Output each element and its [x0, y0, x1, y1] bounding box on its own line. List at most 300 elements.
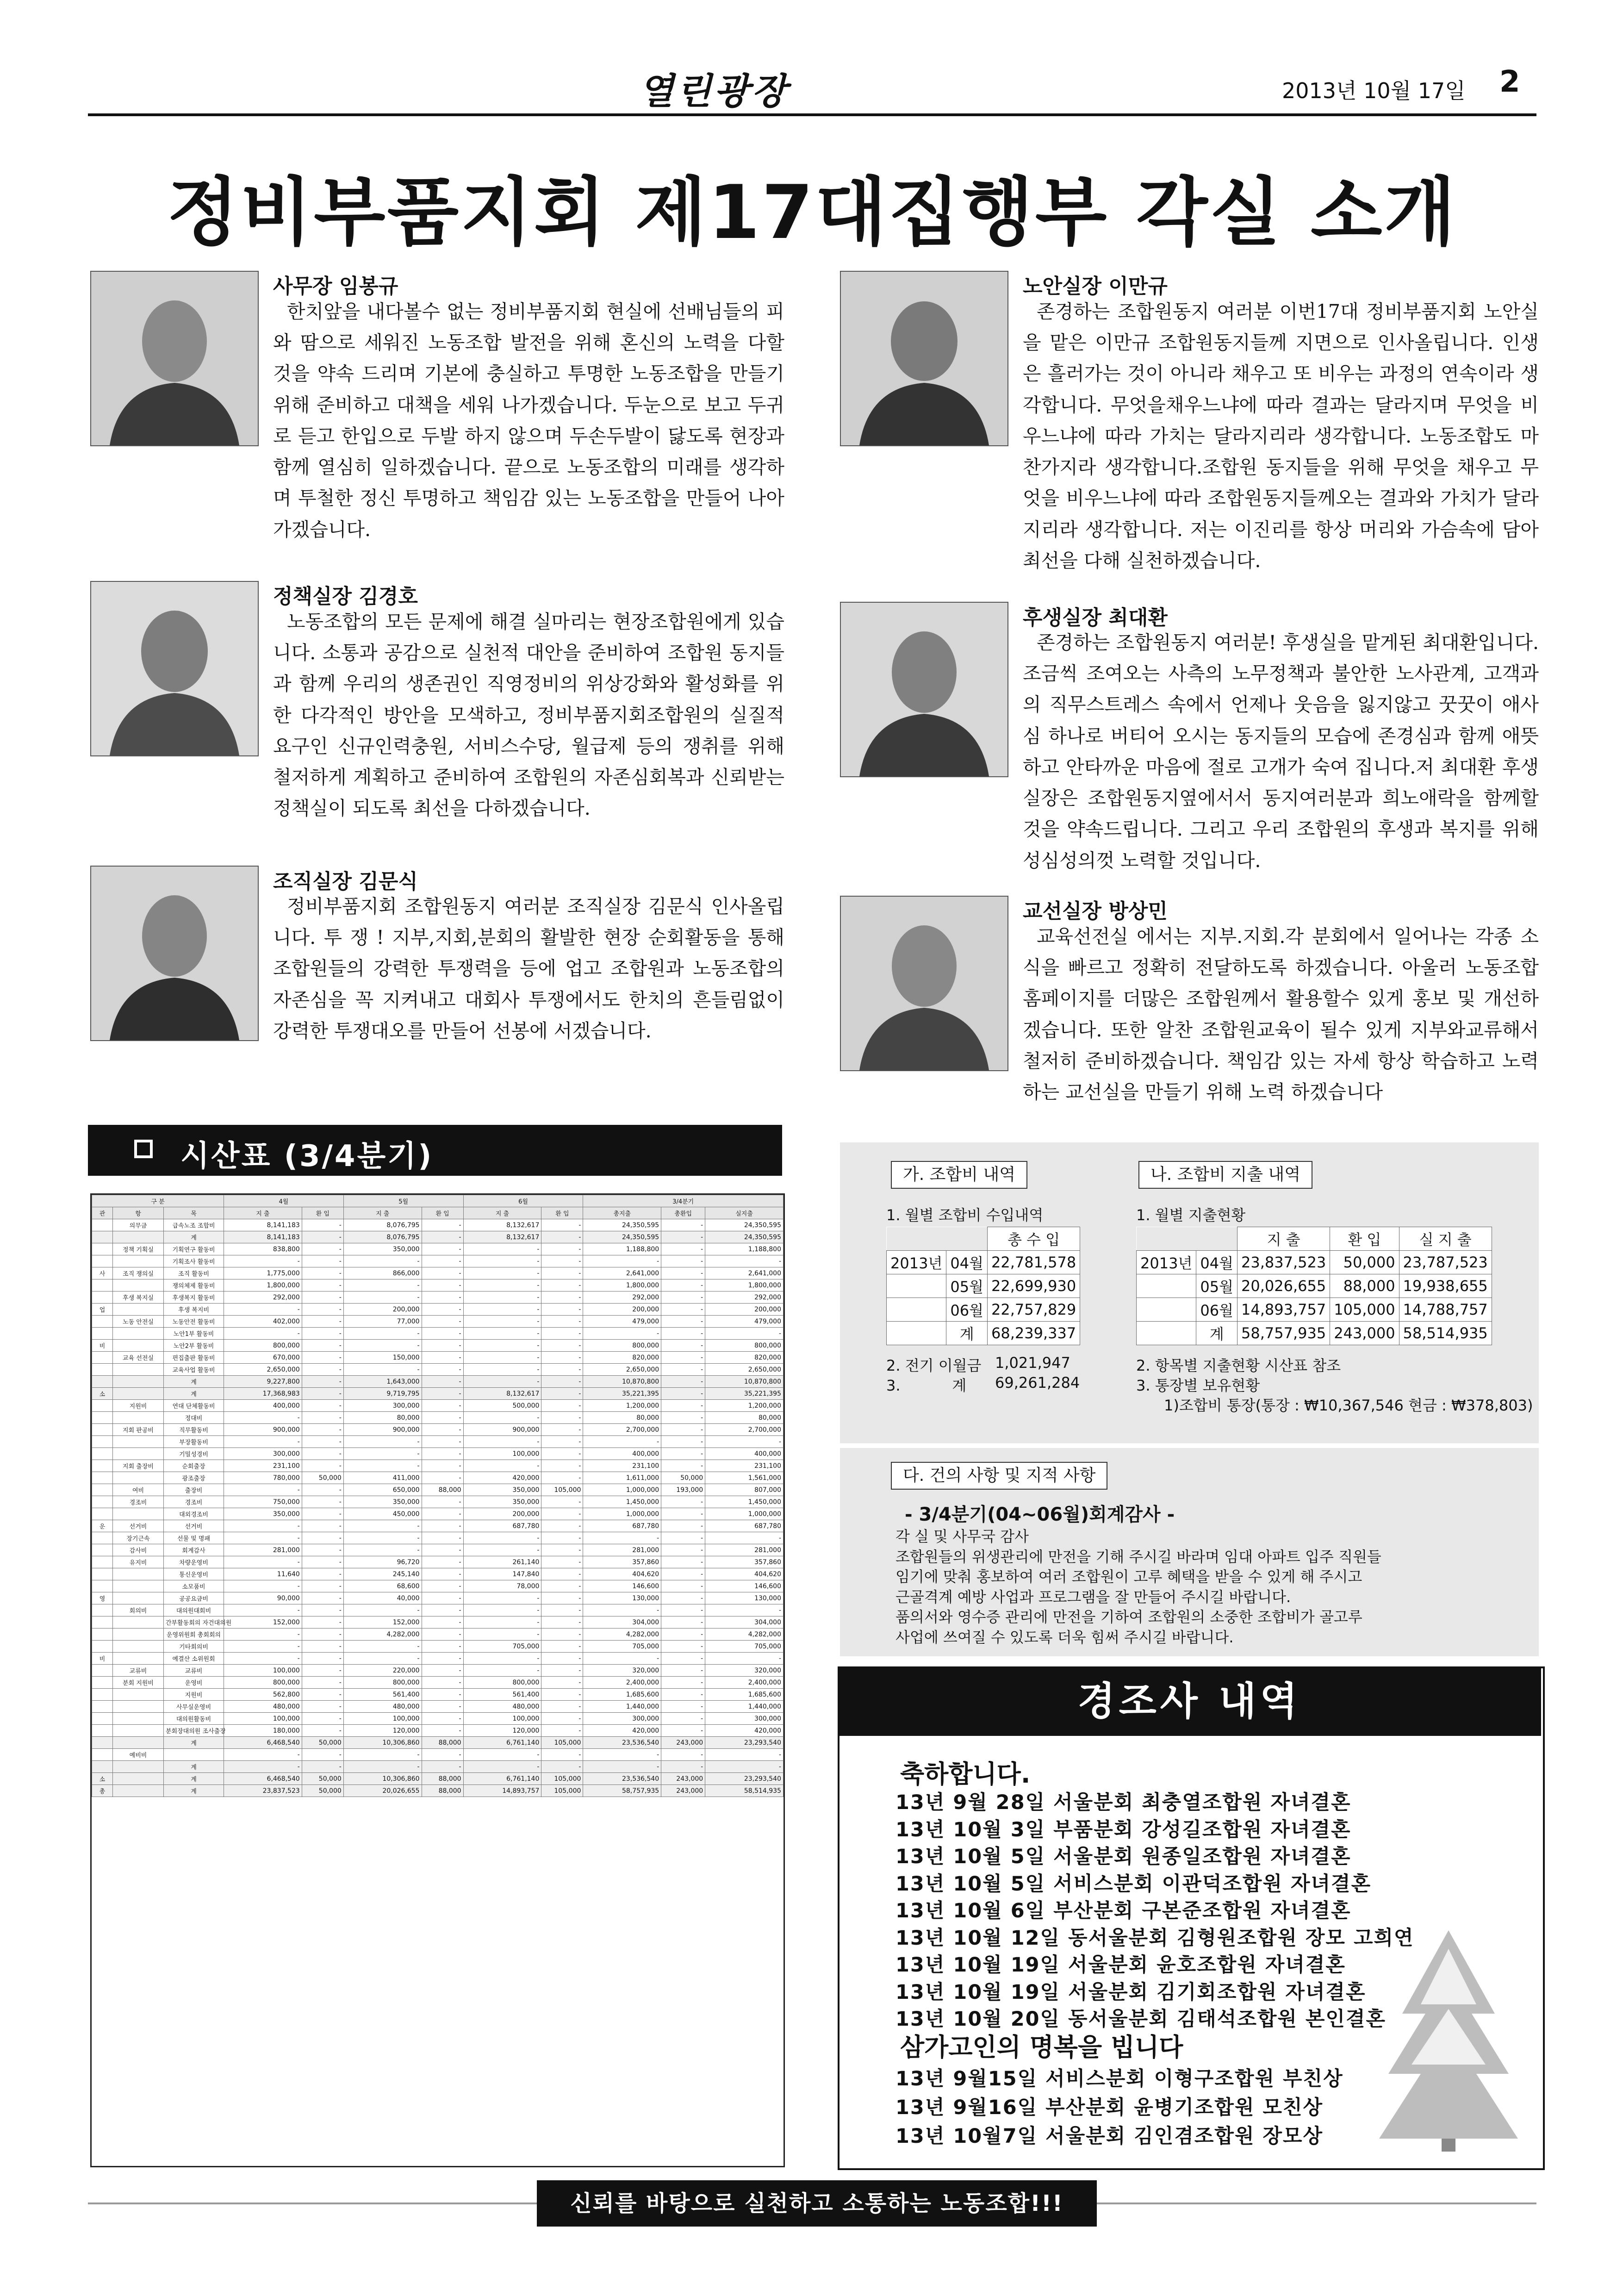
table-row [92, 1496, 784, 1508]
table-cell: - [583, 1749, 661, 1761]
table-cell [113, 1231, 164, 1243]
table-cell: 선거비 [113, 1520, 164, 1532]
table-cell: - [302, 1665, 343, 1677]
table-cell [92, 1544, 113, 1556]
table-cell: - [302, 1304, 343, 1316]
table-cell [113, 1436, 164, 1448]
table-cell: - [422, 1328, 463, 1340]
table-cell: - [541, 1364, 583, 1376]
table-cell: 800,000 [463, 1677, 541, 1689]
table-cell: 220,000 [343, 1665, 422, 1677]
table-cell: - [422, 1400, 463, 1412]
table-cell: - [661, 1304, 705, 1316]
table-cell: 100,000 [224, 1665, 302, 1677]
table-cell: 사무실운영비 [164, 1701, 224, 1713]
table-cell: - [422, 1340, 463, 1352]
table-cell: - [302, 1243, 343, 1255]
table-cell: 후생복지 활동비 [164, 1292, 224, 1304]
table-cell: - [463, 1616, 541, 1628]
table-cell: 23,536,540 [583, 1737, 661, 1749]
table-cell: - [705, 1761, 784, 1773]
profile-title: 조직실장 김문식 [273, 870, 418, 893]
table-cell: 10,306,860 [343, 1773, 422, 1785]
table-cell: 50,000 [302, 1785, 343, 1797]
page-number: 2 [1499, 65, 1520, 99]
table-cell: 순회출장 [164, 1460, 224, 1472]
table-cell: 1,775,000 [224, 1267, 302, 1279]
table-cell [113, 1304, 164, 1316]
table-cell: - [302, 1508, 343, 1520]
table-row [92, 1737, 784, 1749]
table-cell: 357,860 [583, 1556, 661, 1568]
table-cell: 경조비 [164, 1496, 224, 1508]
table-row [92, 1641, 784, 1653]
table-cell: 300,000 [583, 1713, 661, 1725]
table-cell: 계 [164, 1376, 224, 1388]
profile-body: 한치앞을 내다볼수 없는 정비부품지회 현실에 선배님들의 피와 땀으로 세워진 노동조합 발전을 위해 혼신의 노력을 다할 것을 약속 드리며 기본에 충실하고 투명한 노동조합을 만들기 위해 준비하고 대책을 세워 나가겠습니다. 두눈으로 보고 두귀로 듣고 한입으로 두발 하지 않으며 두손두발이 닳도록 현장과 함께 열심히 일하겠습니다. 끝으로 노동조합의 미래를 생각하며 투철한 정신 투명하고 책임감 있는 노동조합을 만들어 나아가겠습니다. [273, 300, 784, 541]
table-cell: 1,000,000 [705, 1508, 784, 1520]
table-cell: 운영위원회 총회회의 [164, 1628, 224, 1641]
table-cell: - [541, 1592, 583, 1604]
table-cell: 320,000 [705, 1665, 784, 1677]
table-cell: - [541, 1641, 583, 1653]
table-cell: - [224, 1436, 302, 1448]
table-row [92, 1616, 784, 1628]
table-cell: - [583, 1255, 661, 1267]
table-cell: 705,000 [705, 1641, 784, 1653]
table-cell: - [661, 1292, 705, 1304]
table-cell: 비 [92, 1340, 113, 1352]
table-cell: - [541, 1436, 583, 1448]
table-cell: - [541, 1304, 583, 1316]
table-cell: 2,650,000 [705, 1364, 784, 1376]
table-cell: 부장활동비 [164, 1436, 224, 1448]
table-cell [92, 1713, 113, 1725]
table-cell: - [422, 1677, 463, 1689]
table-cell [92, 1725, 113, 1737]
table-row [92, 1472, 784, 1484]
table-cell [92, 1255, 113, 1267]
table-cell: - [224, 1412, 302, 1424]
income-tag: 가. 조합비 내역 [891, 1161, 1027, 1189]
table-row [92, 1580, 784, 1592]
table-cell: - [661, 1641, 705, 1653]
table-cell: 404,620 [705, 1568, 784, 1580]
table-cell: 후생 복지비 [164, 1304, 224, 1316]
table-cell: - [583, 1532, 661, 1544]
table-cell: 687,780 [463, 1520, 541, 1532]
table-cell: 100,000 [224, 1713, 302, 1725]
table-cell: - [661, 1653, 705, 1665]
table-cell: - [302, 1701, 343, 1713]
table-cell: - [422, 1592, 463, 1604]
table-cell [113, 1592, 164, 1604]
table-cell: 800,000 [224, 1677, 302, 1689]
table-cell: 147,840 [463, 1568, 541, 1580]
table-cell: - [705, 1255, 784, 1267]
table-cell: 조직 쟁의실 [113, 1267, 164, 1279]
expense-title: 1. 월별 지출현황 [1136, 1206, 1246, 1224]
table-cell: - [422, 1725, 463, 1737]
list-item: 13년 10월 19일 서울분회 윤호조합원 자녀결혼 [895, 1953, 1346, 1977]
table-cell: 6,761,140 [463, 1773, 541, 1785]
table-cell: 400,000 [224, 1400, 302, 1412]
table-cell [92, 1436, 113, 1448]
expense-tag: 나. 조합비 지출 내역 [1138, 1161, 1312, 1189]
table-cell [113, 1628, 164, 1641]
table-cell [92, 1761, 113, 1773]
table-cell: 선물 및 명패 [164, 1532, 224, 1544]
table-cell: - [224, 1641, 302, 1653]
table-cell: 800,000 [343, 1677, 422, 1689]
table-cell: - [541, 1472, 583, 1484]
table-cell: 243,000 [661, 1737, 705, 1749]
audit-body: 각 실 및 사무국 감사 조합원들의 위생관리에 만전을 기해 주시길 바라며 임대 아파트 입주 직원들 임기에 맞춰 홍보하여 여러 조합원이 고루 혜택을 받을 수 있게 해 주시고 근골격계 예방 사업과 프로그램을 잘 만들어 주시길 바랍니다. 품의서와 영수증 관리에 만전을 기하여 조합원의 소중한 조합비가 골고루 사업에 쓰여질 수 있도록 더욱 힘써 주시길 바랍니다. [895, 1528, 1381, 1646]
table-cell: - [422, 1580, 463, 1592]
table-row [92, 1544, 784, 1556]
table-cell: - [224, 1304, 302, 1316]
table-cell: 24,350,595 [583, 1219, 661, 1231]
table-cell: - [661, 1267, 705, 1279]
table-cell: - [541, 1653, 583, 1665]
table-cell: 지원비 [164, 1689, 224, 1701]
table-cell: 회계감사 [164, 1544, 224, 1556]
table-cell: 조직 활동비 [164, 1267, 224, 1279]
expense-table: 지 출 환 입 실 지 출 2013년 04월 23,837,523 50,000 23,787,523 05월 20,026,655 88,000 19,938,655 06월 14,893,757 105,000 14,788,757 계 58,757,935 243,000 58,514,935 [1136, 1227, 1492, 1345]
total-label: 3. 계 [886, 1377, 967, 1394]
table-cell: 편집출판 활동비 [164, 1352, 224, 1364]
table-header-cell: 관 [92, 1207, 113, 1219]
table-cell: - [661, 1255, 705, 1267]
issue-date: 2013년 10월 17일 [1282, 78, 1466, 103]
table-header-cell: 환 입 [302, 1207, 343, 1219]
table-cell: - [541, 1400, 583, 1412]
table-cell: 교류비 [113, 1665, 164, 1677]
table-cell: - [422, 1689, 463, 1701]
table-header-cell: 지 출 [224, 1207, 302, 1219]
table-cell: - [422, 1628, 463, 1641]
table-cell: 420,000 [583, 1725, 661, 1737]
table-cell: - [661, 1544, 705, 1556]
table-cell: - [224, 1328, 302, 1340]
table-cell: - [463, 1592, 541, 1604]
table-cell: 100,000 [343, 1713, 422, 1725]
table-cell: 130,000 [583, 1592, 661, 1604]
table-cell: 105,000 [541, 1737, 583, 1749]
table-cell [92, 1556, 113, 1568]
table-cell: 404,620 [583, 1568, 661, 1580]
table-cell: 1,188,800 [583, 1243, 661, 1255]
table-cell: - [661, 1628, 705, 1641]
table-cell: - [302, 1677, 343, 1689]
table-cell: 35,221,395 [705, 1388, 784, 1400]
table-cell: - [705, 1532, 784, 1544]
table-cell: - [583, 1328, 661, 1340]
table-cell: - [541, 1556, 583, 1568]
table-cell: 경조비 [113, 1496, 164, 1508]
table-cell: - [302, 1448, 343, 1460]
condolence-list [895, 2065, 1343, 2151]
table-cell: - [422, 1713, 463, 1725]
table-cell: - [302, 1641, 343, 1653]
table-cell: 계 [164, 1761, 224, 1773]
table-cell: 1,800,000 [583, 1279, 661, 1292]
table-cell: - [343, 1749, 422, 1761]
profile-body: 정비부품지회 조합원동지 여러분 조직실장 김문식 인사올립니다. 투 쟁 ! 지부,지회,분회의 활발한 현장 순회활동을 통해 조합원들의 강력한 투쟁력을 등에 업고 조합원과 노동조합의 자존심을 꼭 지켜내고 대회사 투쟁에서도 한치의 흔들림없이 강력한 투쟁대오를 만들어 선봉에 서겠습니다. [273, 895, 784, 1042]
table-cell: - [541, 1713, 583, 1725]
table-cell [92, 1665, 113, 1677]
table-cell: - [661, 1604, 705, 1616]
table-header-cell: 총지출 [583, 1207, 661, 1219]
table-cell: - [302, 1340, 343, 1352]
table-cell: 231,100 [705, 1460, 784, 1472]
table-cell: 1,000,000 [583, 1484, 661, 1496]
table-row [92, 1316, 784, 1328]
table-cell: - [541, 1412, 583, 1424]
table-cell: - [541, 1424, 583, 1436]
table-cell: 800,000 [224, 1340, 302, 1352]
table-cell [113, 1785, 164, 1797]
table-cell [92, 1400, 113, 1412]
table-cell: 411,000 [343, 1472, 422, 1484]
table-cell: 400,000 [583, 1448, 661, 1460]
table-header-cell: 항 [113, 1207, 164, 1219]
list-item: 13년 10월 20일 동서울분회 김태석조합원 본인결혼 [895, 2008, 1387, 2031]
table-cell: - [302, 1292, 343, 1304]
table-row [92, 1243, 784, 1255]
table-cell: 300,000 [343, 1400, 422, 1412]
table-cell: 유지비 [113, 1556, 164, 1568]
table-cell [92, 1496, 113, 1508]
table-cell: 기획조사 활동비 [164, 1255, 224, 1267]
table-cell: - [343, 1653, 422, 1665]
page-headline: 정비부품지회 제17대집행부 각실 소개 [167, 169, 1458, 256]
table-row [92, 1279, 784, 1292]
profile-title: 후생실장 최대환 [1023, 606, 1168, 630]
table-cell: - [224, 1761, 302, 1773]
table-cell: - [541, 1628, 583, 1641]
table-header-cell: 목 [164, 1207, 224, 1219]
table-cell: 80,000 [705, 1412, 784, 1424]
table-cell: 감사비 [113, 1544, 164, 1556]
prev-carry-value: 1,021,947 [995, 1354, 1070, 1372]
header-rule [88, 113, 1536, 116]
table-cell: - [661, 1761, 705, 1773]
table-cell: - [422, 1219, 463, 1231]
profile-body: 교육선전실 에서는 지부.지회.각 분회에서 일어나는 각종 소식을 빠르고 정확히 전달하도록 하겠습니다. 아울러 노동조합 홈페이지를 더많은 조합원께서 활용할수 있게 홍보 및 개선하겠습니다. 또한 알찬 조합원교육이 될수 있게 지부와교류해서 철저히 준비하겠습니다. 책임감 있는 자세 항상 학습하고 노력하는 교선실을 만들기 위해 노력 하겠습니다 [1023, 925, 1539, 1104]
table-cell [92, 1231, 113, 1243]
list-item: 13년 9월16일 부산분회 윤병기조합원 모친상 [895, 2096, 1324, 2119]
table-cell: 50,000 [302, 1472, 343, 1484]
table-cell [92, 1641, 113, 1653]
table-cell: 23,293,540 [705, 1773, 784, 1785]
table-row [92, 1785, 784, 1797]
table-cell: 2,400,000 [705, 1677, 784, 1689]
table-cell: 지원비 [113, 1400, 164, 1412]
table-cell: - [661, 1677, 705, 1689]
table-cell: - [661, 1388, 705, 1400]
table-cell: - [541, 1520, 583, 1532]
table-cell: - [463, 1376, 541, 1388]
table-cell: - [302, 1592, 343, 1604]
table-cell: - [661, 1532, 705, 1544]
table-cell: 77,000 [343, 1316, 422, 1328]
table-cell [92, 1352, 113, 1364]
table-cell: 4,282,000 [705, 1628, 784, 1641]
table-cell: 900,000 [463, 1424, 541, 1436]
table-cell: - [541, 1352, 583, 1364]
table-cell: 23,837,523 [224, 1785, 302, 1797]
table-cell: - [302, 1219, 343, 1231]
table-row [92, 1448, 784, 1460]
table-cell: 예결산 소위원회 [164, 1653, 224, 1665]
table-cell: 357,860 [705, 1556, 784, 1568]
table-cell [92, 1568, 113, 1580]
table-cell: - [302, 1255, 343, 1267]
table-cell: 68,600 [343, 1580, 422, 1592]
table-cell: - [541, 1701, 583, 1713]
table-cell: - [302, 1604, 343, 1616]
table-cell: - [463, 1352, 541, 1364]
table-cell [92, 1604, 113, 1616]
table-cell: 479,000 [583, 1316, 661, 1328]
table-cell [113, 1376, 164, 1388]
table-cell: 800,000 [705, 1340, 784, 1352]
table-cell: - [343, 1448, 422, 1460]
table-cell: 1,643,000 [343, 1376, 422, 1388]
table-cell: - [661, 1520, 705, 1532]
table-cell [113, 1713, 164, 1725]
table-cell: 지회 출장비 [113, 1460, 164, 1472]
table-cell [92, 1701, 113, 1713]
table-row [92, 1376, 784, 1388]
table-cell: 88,000 [422, 1785, 463, 1797]
table-cell: 650,000 [343, 1484, 422, 1496]
table-cell: 교육 선전실 [113, 1352, 164, 1364]
table-cell: - [422, 1279, 463, 1292]
table-cell: - [463, 1460, 541, 1472]
table-cell [92, 1292, 113, 1304]
profile-title: 교선실장 방상민 [1023, 899, 1168, 923]
table-row [92, 1328, 784, 1340]
list-item: 13년 10월 3일 부품분회 강성길조합원 자녀결혼 [895, 1818, 1351, 1841]
table-row [92, 1761, 784, 1773]
table-cell: - [302, 1328, 343, 1340]
table-cell [92, 1219, 113, 1231]
table-cell [92, 1737, 113, 1749]
table-cell: 146,600 [705, 1580, 784, 1592]
table-cell: - [343, 1279, 422, 1292]
table-cell: 출장비 [164, 1484, 224, 1496]
table-cell: 사 [92, 1267, 113, 1279]
table-cell: 561,400 [343, 1689, 422, 1701]
table-cell: - [343, 1340, 422, 1352]
table-cell: 업 [92, 1304, 113, 1316]
table-cell: - [541, 1340, 583, 1352]
table-cell: - [302, 1544, 343, 1556]
table-cell: - [302, 1496, 343, 1508]
table-cell: 180,000 [224, 1725, 302, 1737]
table-cell: - [343, 1604, 422, 1616]
table-cell: 200,000 [705, 1304, 784, 1316]
table-cell: 운영비 [164, 1677, 224, 1689]
table-cell: 1,450,000 [583, 1496, 661, 1508]
table-cell: 687,780 [705, 1520, 784, 1532]
table-header-cell: 6월 [463, 1195, 583, 1207]
table-cell: 58,757,935 [583, 1785, 661, 1797]
table-cell: - [302, 1761, 343, 1773]
table-cell: - [541, 1544, 583, 1556]
table-header-cell: 4월 [224, 1195, 344, 1207]
table-cell: - [343, 1460, 422, 1472]
table-header-cell: 5월 [343, 1195, 463, 1207]
table-cell: 분회장대의원 조사출장 [164, 1725, 224, 1737]
table-cell: - [343, 1292, 422, 1304]
table-row [92, 1219, 784, 1231]
table-row [92, 1364, 784, 1376]
table-cell [92, 1677, 113, 1689]
table-cell: 직무활동비 [164, 1424, 224, 1436]
list-item: 13년 9월 28일 서울분회 최충열조합원 자녀결혼 [895, 1791, 1351, 1814]
table-cell: 705,000 [583, 1641, 661, 1653]
table-cell [92, 1749, 113, 1761]
table-cell: - [541, 1749, 583, 1761]
table-cell: - [463, 1761, 541, 1773]
table-cell: - [224, 1749, 302, 1761]
table-cell: - [661, 1496, 705, 1508]
table-cell: 292,000 [583, 1292, 661, 1304]
table-row [92, 1568, 784, 1580]
table-cell: 2,641,000 [583, 1267, 661, 1279]
table-cell: 9,719,795 [343, 1388, 422, 1400]
table-cell: 24,350,595 [705, 1219, 784, 1231]
table-cell [113, 1448, 164, 1460]
table-cell: - [422, 1316, 463, 1328]
expense-note: 1)조합비 통장(통장 : ₩10,367,546 현금 : ₩378,803) [1164, 1397, 1533, 1414]
table-cell: - [661, 1364, 705, 1376]
table-cell: 예비비 [113, 1749, 164, 1761]
table-cell: 88,000 [422, 1484, 463, 1496]
table-cell: 통신운영비 [164, 1568, 224, 1580]
table-cell: - [705, 1749, 784, 1761]
table-cell: 정책 기획실 [113, 1243, 164, 1255]
table-cell: 320,000 [583, 1665, 661, 1677]
table-cell [113, 1279, 164, 1292]
table-cell: - [661, 1508, 705, 1520]
table-cell: 100,000 [463, 1448, 541, 1460]
table-cell: 300,000 [224, 1448, 302, 1460]
table-cell: 계 [164, 1231, 224, 1243]
table-cell [92, 1424, 113, 1436]
table-cell: 146,600 [583, 1580, 661, 1592]
table-cell: 2,700,000 [583, 1424, 661, 1436]
table-cell: 120,000 [343, 1725, 422, 1737]
table-cell: - [661, 1219, 705, 1231]
table-cell: 간부활동회의 자건대의원 [164, 1616, 224, 1628]
table-cell: - [541, 1243, 583, 1255]
table-cell: - [661, 1556, 705, 1568]
table-cell: - [661, 1592, 705, 1604]
table-cell: 비 [92, 1653, 113, 1665]
table-cell: - [661, 1316, 705, 1328]
table-cell: - [661, 1340, 705, 1352]
table-cell: - [661, 1749, 705, 1761]
table-cell: - [422, 1364, 463, 1376]
table-cell: 820,000 [583, 1352, 661, 1364]
table-cell [92, 1448, 113, 1460]
table-cell [92, 1412, 113, 1424]
table-row [92, 1484, 784, 1496]
